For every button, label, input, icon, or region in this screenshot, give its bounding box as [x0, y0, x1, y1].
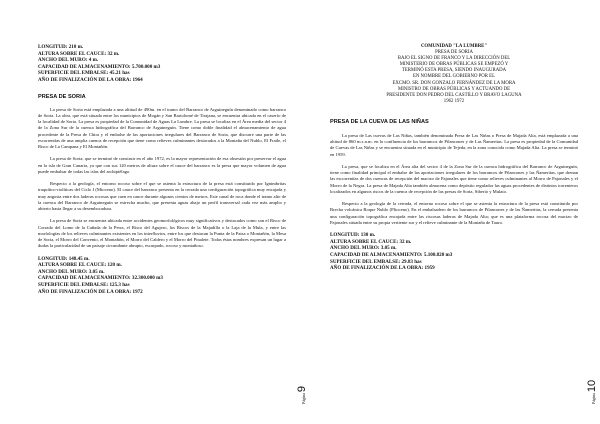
- paragraph: La presa de Soria, que se terminó de construir en el año 1972, es la mayor representación de esa obsesión por preservar el agua en la isla de Gran Canaria, ya que con sus 120 metros de altura sobre el cauce del barranco es la presa que mayor volumen de agua puede embalsar de todas las islas del archipiélago.: [38, 156, 286, 174]
- paragraph: La presa de Soria está emplazada a una altitud de 490m. en el tramo del Barranco de Arguineguín denominado como barranco de Soria. La obra, que está situada entre los municipios de Mogán y San Bartolomé de Tirajana, se encuentra ubicada en el caserío de la localidad de Soria. La presa es propiedad de la Comunidad de Aguas La Lumbre. La presa se localiza en el Área media del sector 4 de la Zona Sur de la cuenca hidrográfica del Barranco de Arguineguín. Tiene como doble finalidad el almacenamiento de agua procedente de la Presa de Chira y el embalse de las aportaciones irregulares del Barranco de Soria, que discurre una parte de las escorrentías de una amplia cuenca de recepción que tiene como relieves culminantes destacados a la Montaña del Nublo, El Fraile, el Risco de La Campana y El Montañón.: [38, 106, 286, 150]
- inscription-line: EN NOMBRE DEL GOBIERNO POR EL: [412, 74, 496, 80]
- right-page: [330, 36, 578, 408]
- spec-line: AÑO DE FINALIZACIÓN DE LA OBRA: 1972: [38, 288, 143, 295]
- specs-table-top: [38, 44, 286, 84]
- spec-line: LONGITUD: 130 m.: [330, 232, 376, 239]
- paragraph: Respecto a la geología de la cerrada, el entorno rocoso sobre el que se asienta la estructura de la presa está constituido por Brecha volcánica Roque Nublo (Plioceno). En el embalsadero de los barrancos de Pilancones y de las Ñameritas, la cerrada presenta una configuración topográfica encajada entre las riscosas laderas de Majada Alta; que es una plataforma rocosa del macizo de Pajonales situada entre su propia vertiente sur y el relieve culminante de la Montaña de Tauro.: [330, 201, 578, 225]
- spec-line: SUPERFICIE DEL EMBALSE: 125.3 has: [38, 281, 130, 288]
- spec-line: LONGITUD: 210 m.: [38, 44, 84, 50]
- spec-line: LONGITUD: 148.45 m.: [38, 255, 90, 262]
- spec-line: AÑO DE FINALIZACIÓN DE LA OBRA: 1964: [38, 76, 143, 83]
- inscription-line: COMUNIDAD "LA LUMBRE": [420, 44, 488, 49]
- section-heading: PRESA DE SORIA: [38, 93, 86, 100]
- section-heading: PRESA DE LA CUEVA DE LAS NIÑAS: [330, 118, 429, 125]
- left-page: [38, 36, 286, 408]
- inscription-line: PRESIDENTE DON PEDRO DEL CASTILLO Y BRAVO LAGUNA: [386, 92, 522, 98]
- spec-line: ANCHO DEL MURO: 3.05 m.: [38, 268, 105, 275]
- body-text: [38, 107, 286, 250]
- page-number: [586, 380, 598, 404]
- spec-line: CAPACIDAD DE ALMACENAMIENTO: 32.300.000 m3: [38, 275, 163, 282]
- inscription: [330, 44, 578, 105]
- spec-line: SUPERFICIE DEL EMBALSE: 29.83 has: [330, 258, 422, 265]
- inscription-line: 1962 1972: [443, 98, 465, 104]
- paragraph: La presa de Soria se encuentra ubicada entre accidentes geomorfológicos muy significativos y destacados como son el Risco de Corrado del Lomo de la Cañada de la Perra, el Risco del Agujero, los Riscos de la Majadilla o la Laja de la Mula, y entre las morfologías de los relieves culminantes existentes en los interfluvios, entre los que destacan la Punta de la Paisa o Montañón, la Mesa de Soria, el Morro del Convento, el Montañón, el Morro del Caldero y el Morro del Pinalete. Todas éstas nombres expresan un lugar a dudas la particularidad de un paisaje circundante abrupto, escarpado, rocoso y montañoso.: [38, 218, 286, 249]
- inscription-line: MINISTERIO DE OBRAS PÚBLICAS SE EMPEZÓ Y: [399, 62, 509, 68]
- spec-line: SUPERFICIE DEL EMBALSE: 45.21 has: [38, 70, 130, 77]
- inscription-line: EXCMO. SR. DON GONZALO FERNÁNDEZ DE LA MORA: [392, 80, 516, 86]
- body-text: [330, 133, 578, 226]
- inscription-line: MINISTRO DE OBRAS PÚBLICAS Y ACTUANDO DE: [397, 86, 511, 92]
- inscription-line: PRESA DE SORIA: [435, 50, 473, 56]
- specs-table-bottom: [330, 232, 578, 272]
- inscription-line: BAJO EL SIGNO DE FRANCO Y LA DIRECCIÓN DEL: [397, 56, 511, 62]
- spec-line: ALTURA SOBRE EL CAUCE: 120 m.: [38, 262, 122, 269]
- paragraph: La presa de Las cuevas de Las Niñas, también denominada Presa de Las Niñas o Presa de Majada Alta, está emplazada a una altitud de 860 m.s.n.m. en la confluencia de los barrancos de Pilancones y de Las Ñameritas. La presa es propiedad de la Comunidad de Cuevas de Las Niñas y se encuentra situada en el municipio de Tejeda, en la zona conocida como Majada Alta. La presa se terminó en 1959.: [330, 132, 578, 157]
- spec-line: ANCHO DEL MURO: 4 m.: [38, 57, 99, 64]
- page-number-label: Página: [301, 393, 306, 404]
- inscription-line: TERMINÓ ESTA PRESA, SIENDO INAUGURADA: [401, 68, 507, 74]
- spec-line: ALTURA SOBRE EL CAUCE: 32 m.: [330, 238, 412, 245]
- spec-line: CAPACIDAD DE ALMACENAMIENTO: 5.100.820 m3: [330, 251, 453, 258]
- page-number-label: Página: [591, 393, 596, 404]
- paragraph: La presa, que se localiza en el Área alta del sector 4 de la Zona Sur de la cuenca hidrográfica del Barranco de Arguineguín, tiene como finalidad principal el embalse de las aportaciones irregulares de los barrancos de Pilancones y las Ñameritas, que drenan las escorrentías de dos cuencas de recepción del macizo de Pajonales que tiene como relieves culminantes al Morro de Pajonales y el Morro de la Negra. La presa de Majada Alta también almacena como depósito regulador las aguas procedentes de distintos torrenteros localizados en algunos riscos de la cuenca de recepción de las presas de Soria, Siberio y Mulato.: [330, 163, 578, 194]
- spec-line: AÑO DE FINALIZACIÓN DE LA OBRA: 1959: [330, 265, 435, 272]
- spec-line: ALTURA SOBRE EL CAUCE: 32 m.: [38, 50, 120, 57]
- spec-line: ANCHO DEL MURO: 3.05 m.: [330, 245, 397, 252]
- page-number-value: 10: [586, 379, 598, 393]
- spec-line: CAPACIDAD DE ALMACENAMIENTO: 5.700.000 m3: [38, 63, 161, 70]
- specs-table-bottom: [38, 256, 286, 296]
- paragraph: Respecto a la geología, el entorno rocoso sobre el que se asienta la estructura de la presa está constituido por Ignimbritas traquítico-riolíticas del Ciclo I (Mioceno). El cauce del barranco presenta en la cerrada una configuración topográfica muy encajada y muy angosta entre dos laderas rocosas que caen en cauce durante algunos cientos de metros. Este canal de roca donde el tramo alto de la cuenca del Barranco de Arguineguín se estrecha mucho, que presenta aguas abajo un perfil transversal cada vez más amplio y abierto hasta llegar a su desembocadura.: [38, 181, 286, 212]
- page-number-value: 9: [296, 385, 308, 393]
- page-number: [296, 386, 308, 404]
